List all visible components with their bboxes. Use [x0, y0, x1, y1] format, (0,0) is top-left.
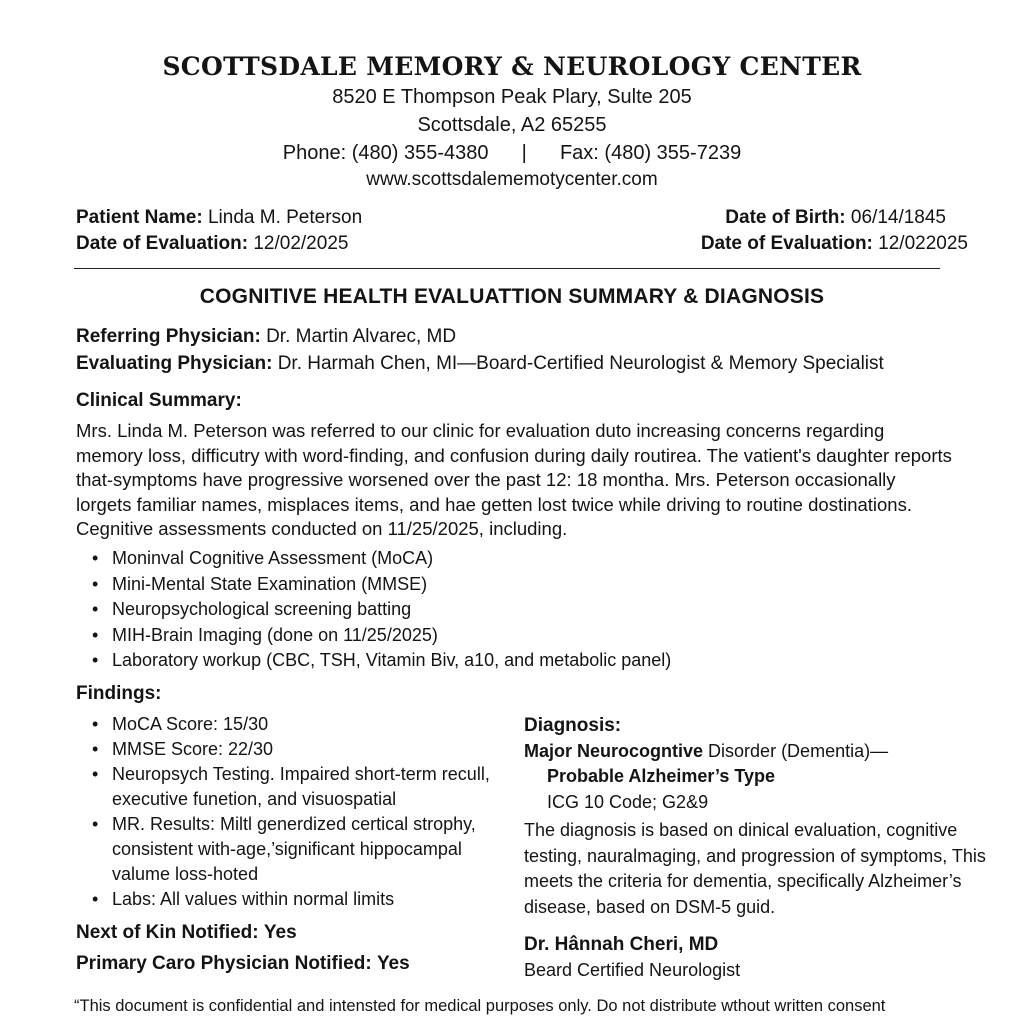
clinic-phone: Phone: (480) 355-4380 [282, 142, 489, 164]
clinic-website: www.scottsdalememotycenter.com [366, 169, 658, 190]
list-item: • MIH-Brain Imaging (done on 11/25/2025) [76, 623, 671, 649]
diagnosis-rationale: The diagnosis is based on dinical evaluation, cognitive testing, nauralmaging, and progression of symptoms, This meets the criteria for dementia, specifically Alzheimer’s disease, based on DSM-5 guid. [524, 820, 986, 917]
diagnosis-type: Probable Alzheimer’s Type [547, 766, 776, 786]
confidentiality-footer: “This document is confidential and intensted for medical purposes only. Do not distribute wthout written consent [74, 997, 886, 1015]
evaluation-date-row-right [701, 233, 968, 255]
diagnosis-name-rest: Disorder (Dementia)— [708, 741, 889, 761]
contact-separator: | [521, 142, 527, 164]
evaluation-date-label-right: Date of Evaluation: [700, 233, 873, 254]
clinical-summary-text: Mrs. Linda M. Peterson was referred to our clinic for evaluation duto increasing concerns regarding memory loss, difficutry with word-finding, and confusion during daily routirea. The vatient's daughter reports that-symptoms have progressive worsened over the past 12: 18 montha. Mrs. Peterson occasionally lorgets familiar names, misplaces items, and hae getten lost twice while driving to routine dostinations. Cegnitive assessments conducted on 11/25/2025, including. [76, 420, 952, 539]
referring-physician-value: Dr. Martin Alvarec, MD [266, 326, 457, 347]
evaluation-date-label: Date of Evaluation: [76, 233, 249, 254]
patient-name-label: Patient Name: [76, 207, 203, 228]
clinic-address-line1: 8520 E Thompson Peak Plary, Sulte 205 [332, 86, 692, 108]
findings-list [76, 712, 496, 912]
bullet-icon: • [92, 650, 99, 670]
next-of-kin-row [76, 922, 297, 944]
bullet-icon: • [92, 739, 99, 759]
patient-name-row [76, 207, 362, 229]
dob-value: 06/14/1845 [850, 207, 946, 228]
signature-name: Dr. Hânnah Cheri, MD [524, 934, 719, 955]
bullet-icon: • [92, 573, 99, 594]
list-item: • Laboratory workup (CBC, TSH, Vitamin Biv, a10, and metabolic panel) [76, 648, 671, 674]
dob-label: Date of Birth: [725, 207, 846, 228]
signature-title: Beard Certified Neurologist [524, 960, 741, 980]
evaluation-date-value-right: 12/022025 [878, 233, 968, 254]
referring-physician-row [76, 326, 456, 348]
dob-row [725, 207, 946, 229]
list-item: • Mini-Mental State Examination (MMSE) [76, 572, 671, 598]
bullet-icon: • [92, 889, 99, 909]
bullet-icon: • [92, 814, 99, 834]
document-title: COGNITIVE HEALTH EVALUATTION SUMMARY & DIAGNOSIS [199, 285, 825, 308]
pcp-notified-label: Primary Caro Physician Notified: [76, 953, 372, 974]
assessment-list [76, 546, 671, 674]
list-item: • Moninval Cognitive Assessment (MoCA) [76, 546, 671, 572]
bullet-icon: • [92, 599, 99, 619]
bullet-icon: • [92, 548, 99, 568]
referring-physician-label: Referring Physician: [76, 326, 261, 347]
diagnosis-code: ICG 10 Code; G2&9 [547, 792, 709, 812]
list-item: • MR. Results: Miltl generdized certical strophy, consistent with-age,’significant hippocampal valume loss-hoted [92, 814, 476, 884]
next-of-kin-label: Next of Kin Notified: [76, 922, 259, 943]
clinic-contact-line [0, 142, 1024, 165]
evaluation-date-row-left [76, 233, 348, 255]
evaluating-physician-label: Evaluating Physician: [76, 353, 273, 374]
next-of-kin-value: Yes [263, 922, 297, 943]
clinic-name: SCOTTSDALE MEMORY & NEUROLOGY CENTER [162, 52, 862, 81]
bullet-icon: • [92, 714, 99, 734]
bullet-icon: • [92, 764, 99, 784]
clinic-fax: Fax: (480) 355-7239 [559, 142, 742, 164]
bullet-icon: • [92, 624, 99, 645]
evaluating-physician-value: Dr. Harmah Chen, MI—Board-Certified Neurologist & Memory Specialist [277, 353, 884, 374]
evaluation-date-value: 12/02/2025 [253, 233, 349, 254]
evaluating-physician-row [76, 353, 884, 375]
list-item: • MMSE Score: 22/30 [76, 737, 496, 762]
clinical-summary-heading: Clinical Summary: [76, 390, 242, 411]
findings-heading: Findings: [76, 683, 162, 704]
header-divider [74, 268, 940, 269]
diagnosis-line [524, 741, 888, 762]
pcp-notified-row [76, 953, 410, 975]
list-item: • MoCA Score: 15/30 [76, 712, 496, 737]
list-item: • Neuropsychological screening batting [76, 597, 671, 623]
pcp-notified-value: Yes [376, 953, 410, 974]
patient-name-value: Linda M. Peterson [207, 207, 363, 228]
list-item: • Labs: All values within normal limits [76, 887, 496, 912]
diagnosis-name-bold: Major Neurocogntive [524, 741, 704, 761]
diagnosis-heading: Diagnosis: [524, 715, 622, 736]
clinic-address-line2: Scottsdale, A2 65255 [417, 114, 607, 136]
list-item: • Neuropsych Testing. Impaired short-term recull, executive funetion, and visuospatial [92, 764, 490, 809]
